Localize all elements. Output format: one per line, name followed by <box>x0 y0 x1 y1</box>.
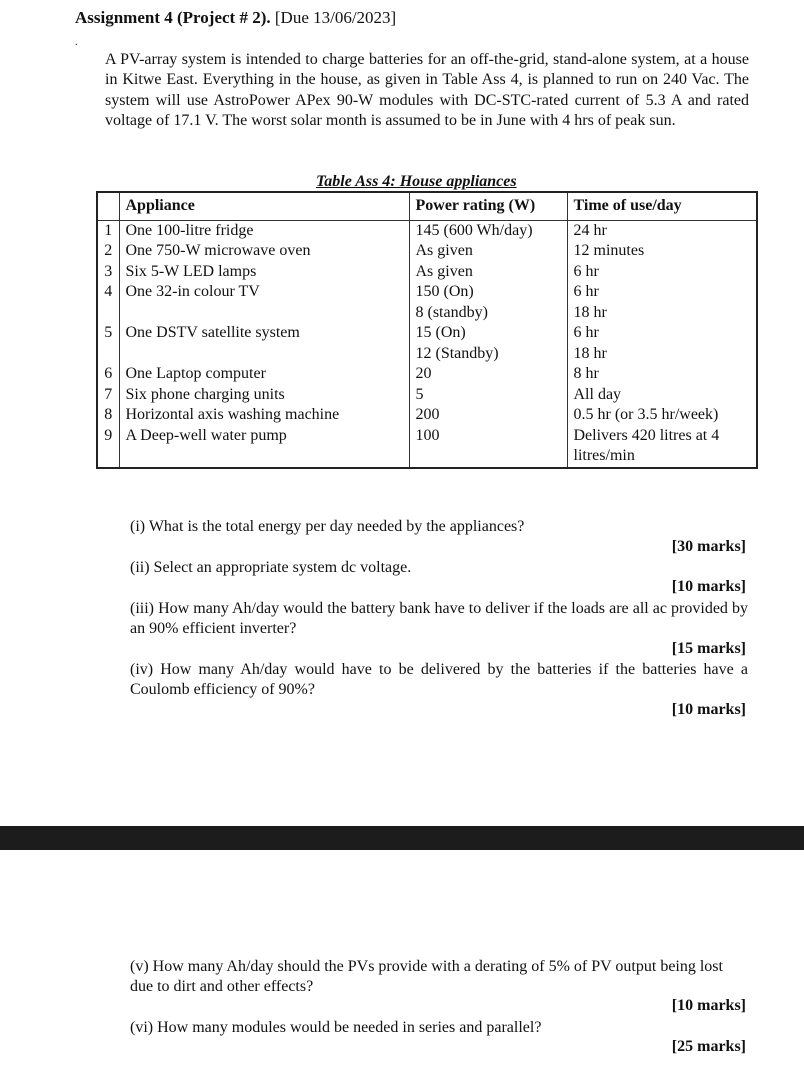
table-row <box>97 262 757 283</box>
time-value: Delivers 420 litres at 4 litres/min <box>573 426 720 464</box>
row-number: 9 <box>97 426 119 468</box>
power-value: 20 <box>415 365 432 382</box>
row-number: 5 <box>97 323 119 364</box>
table-row <box>97 385 757 406</box>
table-row <box>97 220 757 241</box>
row-power <box>409 323 567 364</box>
table-row <box>97 426 757 468</box>
row-appliance: Six phone charging units <box>119 385 409 406</box>
time-value: 0.5 hr (or 3.5 hr/week) <box>573 406 719 423</box>
header-power: Power rating (W) <box>409 192 567 220</box>
time-value: All day <box>573 385 622 403</box>
time-value: 8 hr <box>573 365 599 382</box>
stray-dot: . <box>75 37 78 48</box>
question-4-marks: [10 marks] <box>671 701 746 718</box>
question-1-marks: [30 marks] <box>671 538 746 555</box>
power-value: 100 <box>415 426 440 444</box>
row-appliance: Horizontal axis washing machine <box>119 405 409 426</box>
assignment-title: Assignment 4 (Project # 2). [Due 13/06/2023] <box>75 8 397 27</box>
time-value: 18 hr <box>573 344 607 362</box>
row-power <box>409 262 567 283</box>
table-header-row <box>97 192 757 220</box>
row-power <box>409 364 567 385</box>
power-value: 200 <box>415 406 440 423</box>
time-value: 6 hr <box>573 324 599 341</box>
question-1: (i) What is the total energy per day needed by the appliances? <box>130 518 525 535</box>
row-appliance: A Deep-well water pump <box>119 426 409 468</box>
row-number: 4 <box>97 282 119 323</box>
table-row <box>97 405 757 426</box>
time-value: 12 minutes <box>573 242 645 259</box>
row-power <box>409 426 567 468</box>
question-6-marks: [25 marks] <box>671 1038 746 1055</box>
header-number <box>97 192 119 220</box>
page-divider-band <box>0 826 804 850</box>
row-time <box>567 426 757 468</box>
table-row <box>97 364 757 385</box>
power-value: 15 (On) <box>415 324 466 341</box>
row-time <box>567 405 757 426</box>
row-time <box>567 241 757 262</box>
question-4: (iv) How many Ah/day would have to be delivered by the batteries if the batteries have a Coulomb efficiency of 90%? <box>130 661 748 699</box>
row-time <box>567 282 757 323</box>
question-5-marks: [10 marks] <box>671 997 746 1014</box>
row-time <box>567 364 757 385</box>
table-body <box>97 220 757 468</box>
row-time <box>567 262 757 283</box>
row-time <box>567 220 757 241</box>
power-value: 150 (On) <box>415 283 474 300</box>
intro-paragraph: A PV-array system is intended to charge batteries for an off-the-grid, stand-alone system, at a house in Kitwe East. Everything in the house, as given in Table Ass 4, is planned to run on 240 Vac. The system will use AstroPower APex 90-W modules with DC-STC-rated current of 5.3 A and rated voltage of 17.1 V. The worst solar month is assumed to be in June with 4 hrs of peak sun. <box>105 51 749 129</box>
row-number: 6 <box>97 364 119 385</box>
row-time <box>567 385 757 406</box>
power-value: As given <box>415 262 473 280</box>
row-number: 2 <box>97 241 119 262</box>
row-appliance: One Laptop computer <box>119 364 409 385</box>
power-value: 145 (600 Wh/day) <box>415 221 533 239</box>
question-6: (vi) How many modules would be needed in series and parallel? <box>130 1019 542 1036</box>
row-appliance: One 32-in colour TV <box>119 282 409 323</box>
header-time: Time of use/day <box>567 192 757 220</box>
row-number: 3 <box>97 262 119 283</box>
row-power <box>409 405 567 426</box>
power-value: 12 (Standby) <box>415 344 499 362</box>
power-value: As given <box>415 242 473 259</box>
row-power <box>409 385 567 406</box>
question-3: (iii) How many Ah/day would the battery bank have to deliver if the loads are all ac provided by an 90% efficient inverter? <box>130 600 748 638</box>
header-appliance: Appliance <box>119 192 409 220</box>
row-appliance: One 100-litre fridge <box>119 220 409 241</box>
question-2: (ii) Select an appropriate system dc voltage. <box>130 559 412 576</box>
question-5: (v) How many Ah/day should the PVs provide with a derating of 5% of PV output being lost due to dirt and other effects? <box>130 958 723 996</box>
row-power <box>409 241 567 262</box>
table-row <box>97 282 757 323</box>
table-caption: Table Ass 4: House appliances <box>316 173 517 190</box>
row-power <box>409 282 567 323</box>
row-appliance: One DSTV satellite system <box>119 323 409 364</box>
power-value: 8 (standby) <box>415 303 488 321</box>
row-number: 7 <box>97 385 119 406</box>
row-appliance: One 750-W microwave oven <box>119 241 409 262</box>
table-row <box>97 241 757 262</box>
question-2-marks: [10 marks] <box>671 578 746 595</box>
row-number: 1 <box>97 220 119 241</box>
question-3-marks: [15 marks] <box>671 640 746 657</box>
time-value: 6 hr <box>573 283 599 300</box>
row-number: 8 <box>97 405 119 426</box>
time-value: 6 hr <box>573 262 599 280</box>
time-value: 24 hr <box>573 221 607 239</box>
row-appliance: Six 5-W LED lamps <box>119 262 409 283</box>
row-time <box>567 323 757 364</box>
row-power <box>409 220 567 241</box>
table-row <box>97 323 757 364</box>
power-value: 5 <box>415 385 424 403</box>
appliances-table <box>96 191 758 469</box>
time-value: 18 hr <box>573 303 607 321</box>
